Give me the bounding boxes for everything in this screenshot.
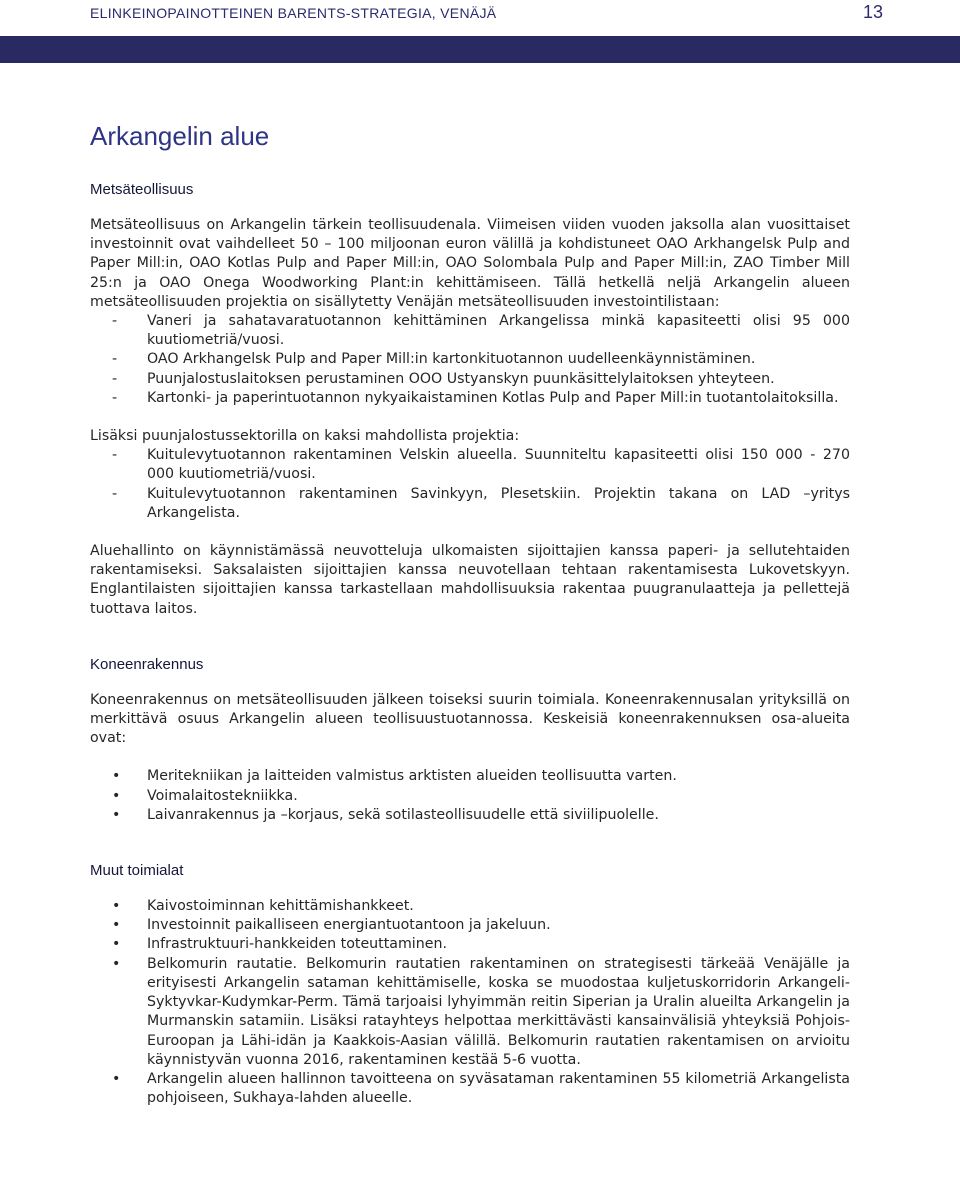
list-item: - Kartonki- ja paperintuotannon nykyaikaistaminen Kotlas Pulp and Paper Mill:in tuotantolaitoksilla.	[90, 389, 850, 408]
list-item: • Kaivostoiminnan kehittämishankkeet.	[90, 897, 850, 916]
list-item: • Infrastruktuuri-hankkeiden toteuttaminen.	[90, 935, 850, 954]
page-number: 13	[862, 2, 883, 22]
wood-processing-intro: Lisäksi puunjalostussektorilla on kaksi mahdollista projektia:	[90, 428, 520, 445]
bullet-marker: •	[112, 898, 121, 915]
list-item: • Meritekniikan ja laitteiden valmistus arktisten alueiden teollisuutta varten.	[90, 767, 850, 786]
list-item: • Belkomurin rautatie. Belkomurin rautatien rakentaminen on strategisesti tärkeää Venäjälle ja erityisesti Arkangelin sataman kehittämiselle, koska se muodostaa kuljetuskorridorin Arkangeli-Syktyvkar-Kudymkar-Perm. Tämä tarjoaisi lyhyimmän reitin Siperian ja Uralin alueilta Arkangelin ja Murmanskin satamiin. Lisäksi ratayhteys helpottaa merkittävästi kansainvälisiä yhteyksiä Pohjois-Euroopan ja Lähi-idän ja Kaakkois-Aasian välillä. Belkomurin rautatien rakentamisen on arvioitu käynnistyvän vuonna 2016, rakentaminen kestää 5-6 vuotta.	[112, 955, 850, 1068]
list-item: • Arkangelin alueen hallinnon tavoitteena on syväsataman rakentaminen 55 kilometriä Arkangelista pohjoiseen, Sukhaya-lahden alueelle.	[112, 1070, 850, 1107]
page-content	[90, 118, 850, 1108]
section-machinery	[90, 655, 850, 825]
forestry-intro: Metsäteollisuus on Arkangelin tärkein teollisuudenala. Viimeisen viiden vuoden jaksolla alan vuosittaiset investoinnit ovat vaihdelleet 50 – 100 miljoonan euron välillä ja kohdistuneet OAO Arkhangelsk Pulp and Paper Mill:in, OAO Kotlas Pulp and Paper Mill:in, OAO Solombala Pulp and Paper Mill:in, ZAO Timber Mill 25:n ja OAO Onega Woodworking Plant:in kehittämiseen. Tällä hetkellä neljä Arkangelin alueen metsäteollisuuden projektia on sisällytetty Venäjän metsäteollisuuden investointilistaan:	[90, 217, 850, 310]
bullet-marker: •	[112, 1070, 121, 1087]
bullet-marker: •	[112, 917, 121, 934]
machinery-list	[90, 767, 850, 825]
list-item: • Investoinnit paikalliseen energiantuotantoon ja jakeluun.	[90, 916, 850, 935]
list-item: • Laivanrakennus ja –korjaus, sekä sotilasteollisuudelle että siviilipuolelle.	[90, 806, 850, 825]
bullet-marker: •	[112, 768, 121, 785]
machinery-intro: Koneenrakennus on metsäteollisuuden jälkeen toiseksi suurin toimiala. Koneenrakennusalan yrityksillä on merkittävä osuus Arkangelin alueen teollisuustuotannossa. Keskeisiä koneenrakennuksen osa-alueita ovat:	[90, 691, 850, 747]
bullet-marker: •	[112, 955, 121, 972]
page-header	[0, 0, 960, 36]
dash-marker: -	[112, 447, 118, 464]
list-item: - Vaneri ja sahatavaratuotannon kehittäminen Arkangelissa minkä kapasiteetti olisi 95 000 kuutiometriä/vuosi.	[112, 313, 850, 349]
bullet-marker: •	[112, 806, 121, 823]
forestry-closing: Aluehallinto on käynnistämässä neuvotteluja ulkomaisten sijoittajien kanssa paperi- ja sellutehtaiden rakentamiseksi. Saksalaisten sijoittajien kanssa neuvotellaan tehtaan rakentamisesta Lukovetskyyn. Englantilaisten sijoittajien kanssa tarkastellaan mahdollisuuksia rakentaa puugranulaatteja ja pellettejä tuottava laitos.	[90, 543, 850, 617]
list-item: - OAO Arkhangelsk Pulp and Paper Mill:in kartonkituotannon uudelleenkäynnistäminen.	[90, 350, 850, 369]
section-heading-other: Muut toimialat	[90, 862, 184, 880]
section-heading-machinery: Koneenrakennus	[90, 655, 204, 673]
list-item: - Kuitulevytuotannon rakentaminen Savinkyyn, Plesetskiin. Projektin takana on LAD –yritys Arkangelista.	[112, 485, 850, 521]
bullet-marker: •	[112, 936, 121, 953]
list-item: - Kuitulevytuotannon rakentaminen Velskin alueella. Suunniteltu kapasiteetti olisi 150 000 - 270 000 kuutiometriä/vuosi.	[112, 447, 850, 483]
wood-projects-list	[90, 446, 850, 523]
section-other	[90, 861, 850, 1108]
list-item: - Puunjalostuslaitoksen perustaminen OOO Ustyanskyn puunkäsittelylaitoksen yhteyteen.	[90, 370, 850, 389]
dash-marker: -	[112, 485, 118, 502]
section-forestry	[90, 180, 850, 619]
dash-marker: -	[112, 313, 118, 330]
dash-marker: -	[112, 370, 118, 387]
page-title: Arkangelin alue	[90, 121, 270, 151]
dash-marker: -	[112, 389, 118, 406]
list-item: • Voimalaitostekniikka.	[90, 787, 850, 806]
forestry-projects-list	[90, 312, 850, 408]
dash-marker: -	[112, 351, 118, 368]
other-list	[90, 897, 850, 1108]
section-heading-forestry: Metsäteollisuus	[90, 181, 194, 198]
header-band	[0, 36, 960, 63]
bullet-marker: •	[112, 787, 121, 804]
running-title: ELINKEINOPAINOTTEINEN BARENTS-STRATEGIA, VENÄJÄ	[90, 5, 497, 21]
